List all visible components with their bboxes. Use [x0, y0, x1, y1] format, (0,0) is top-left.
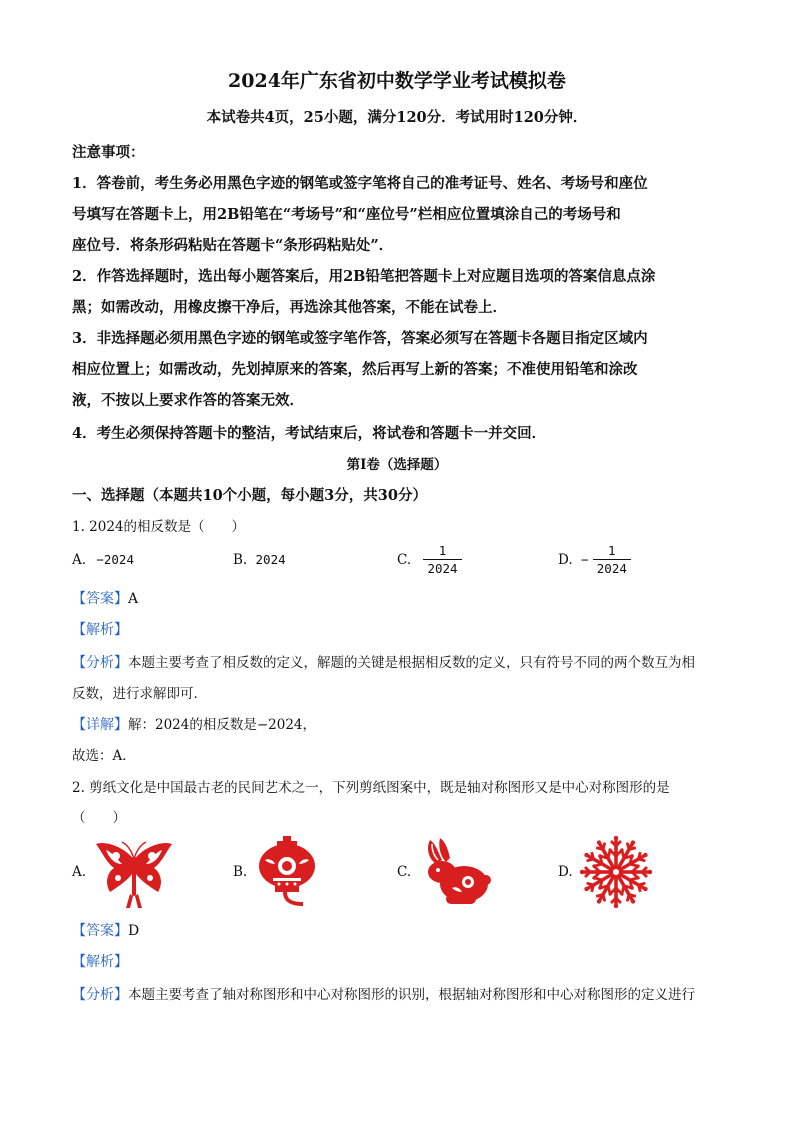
q2-option-d-label: D.	[558, 864, 573, 880]
q1-answer-value: A	[128, 591, 139, 607]
q1-option-d-denominator: 2024	[596, 561, 627, 576]
q2-fenxi-tag: 分析	[86, 987, 114, 1003]
notice-line-7: 相应位置上；如需改动，先划掉原来的答案，然后再写上新的答案；不准使用铅笔和涂改	[72, 361, 638, 378]
q2-stem-line-1: 2. 剪纸文化是中国最古老的民间艺术之一，下列剪纸图案中，既是轴对称图形又是中心对称图形的是	[72, 780, 670, 796]
notice-line-3: 座位号．将条形码粘贴在答题卡“条形码粘贴处”．	[72, 237, 394, 254]
q1-fenxi-line-2: 反数，进行求解即可．	[72, 686, 207, 702]
q1-option-c	[397, 542, 462, 577]
q1-option-b-value: 2024	[255, 552, 286, 567]
snowflake-papercut-icon	[580, 836, 652, 908]
q1-option-b	[233, 552, 286, 568]
notice-line-5: 黑；如需改动，用橡皮擦干净后，再选涂其他答案，不能在试卷上．	[72, 299, 507, 316]
q2-option-a-label: A.	[72, 864, 87, 880]
q1-option-a	[72, 552, 134, 568]
q1-option-c-fraction	[423, 542, 461, 577]
q2-analysis-tag: 解析	[86, 954, 114, 970]
page-title: 2024年广东省初中数学学业考试模拟卷	[228, 70, 566, 92]
q1-option-a-value: −2024	[96, 552, 134, 567]
q1-option-d-numerator: 1	[593, 542, 631, 560]
notice-line-9: 4．考生必须保持答题卡的整洁，考试结束后，将试卷和答题卡一并交回．	[72, 425, 547, 442]
q1-option-d-sign: −	[580, 552, 589, 567]
q1-fenxi-line-1: 【分析】本题主要考查了相反数的定义，解题的关键是根据相反数的定义，只有符号不同的两个数互为相	[72, 655, 695, 671]
notice-line-2: 号填写在答题卡上，用2B铅笔在“考场号”和“座位号”栏相应位置填涂自己的考场号和	[72, 206, 621, 223]
q1-detail-text: 解：2024的相反数是−2024，	[128, 717, 317, 733]
q1-answer-row: 【答案】A	[72, 591, 139, 607]
q2-answer-row: 【答案】D	[72, 923, 140, 939]
q1-stem: 1. 2024的相反数是（ ）	[72, 519, 246, 535]
answer-tag: 答案	[86, 591, 114, 607]
q1-option-d	[558, 542, 631, 577]
q2-fenxi-text-1: 本题主要考查了轴对称图形和中心对称图形的识别，根据轴对称图形和中心对称图形的定义进行	[128, 987, 695, 1003]
section-title: 一、选择题（本题共10个小题，每小题3分，共30分）	[72, 487, 427, 504]
q1-analysis-row: 【解析】	[72, 622, 128, 638]
notice-line-8: 液，不按以上要求作答的答案无效．	[72, 392, 304, 409]
q2-stem-line-2: （ ）	[72, 810, 126, 826]
analysis-tag: 解析	[86, 622, 114, 638]
q1-detail-line: 【详解】解：2024的相反数是−2024，	[72, 717, 317, 733]
q2-answer-tag: 答案	[86, 923, 114, 939]
q2-option-c-label: C.	[397, 864, 412, 880]
q1-option-d-fraction	[593, 542, 631, 577]
q1-option-a-label: A.	[72, 552, 87, 568]
notice-heading: 注意事项：	[72, 144, 145, 161]
q1-fenxi-text-1: 本题主要考查了相反数的定义，解题的关键是根据相反数的定义，只有符号不同的两个数互为相	[128, 655, 695, 671]
q1-option-b-label: B.	[233, 552, 248, 568]
q1-option-c-label: C.	[397, 551, 412, 568]
part-title: 第Ⅰ卷（选择题）	[346, 457, 448, 473]
notice-line-4: 2．作答选择题时，选出每小题答案后，用2B铅笔把答题卡上对应题目选项的答案信息点涂	[72, 268, 656, 285]
notice-line-1: 1．答卷前，考生务必用黑色字迹的钢笔或签字笔将自己的准考证号、姓名、考场号和座位	[72, 175, 648, 192]
exam-subtitle: 本试卷共4页，25小题，满分120分．考试用时120分钟．	[206, 109, 588, 126]
q2-option-b-label: B.	[233, 864, 248, 880]
q1-choose-line: 故选：A．	[72, 748, 136, 764]
butterfly-papercut-icon	[92, 838, 176, 910]
q2-answer-value: D	[128, 923, 140, 939]
detail-tag: 详解	[86, 717, 114, 733]
fenxi-tag: 分析	[86, 655, 114, 671]
notice-line-6: 3．非选择题必须用黑色字迹的钢笔或签字笔作答，答案必须写在答题卡各题目指定区域内	[72, 330, 648, 347]
q2-analysis-row: 【解析】	[72, 954, 128, 970]
rabbit-papercut-icon	[416, 836, 492, 908]
q1-option-c-numerator: 1	[423, 542, 461, 560]
lantern-papercut-icon	[251, 836, 323, 910]
q1-option-d-label: D.	[558, 551, 573, 568]
q2-fenxi-line-1: 【分析】本题主要考查了轴对称图形和中心对称图形的识别，根据轴对称图形和中心对称图形的定义进行	[72, 987, 695, 1003]
q1-option-c-denominator: 2024	[427, 561, 458, 576]
